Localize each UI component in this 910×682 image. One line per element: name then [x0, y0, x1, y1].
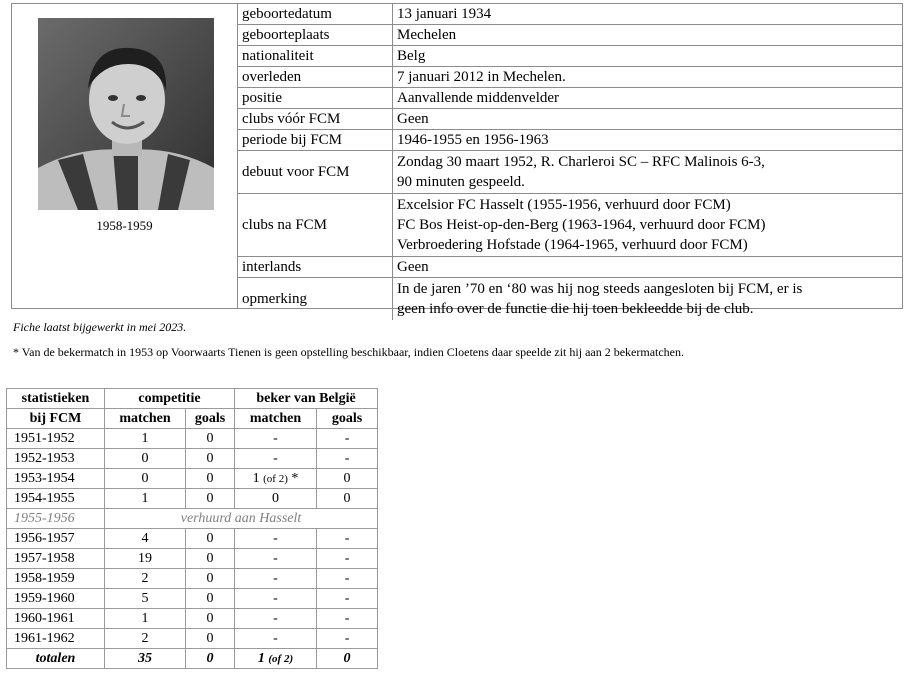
- stats-beker-goals: -: [317, 609, 378, 629]
- stats-loan-note: verhuurd aan Hasselt: [105, 509, 378, 529]
- info-label: nationaliteit: [238, 46, 393, 67]
- stats-totals-comp-goals: 0: [186, 649, 235, 669]
- stats-comp-goals: 0: [186, 489, 235, 509]
- stats-beker-goals: -: [317, 589, 378, 609]
- stats-season: 1960-1961: [7, 609, 105, 629]
- info-row: [238, 67, 902, 88]
- stats-row: [7, 609, 378, 629]
- info-value: [393, 25, 903, 46]
- photo-caption: 1958-1959: [96, 218, 153, 233]
- stats-beker-matchen: [235, 629, 317, 649]
- player-photo: [38, 18, 214, 210]
- stats-row: [7, 509, 378, 529]
- stats-totals-comp-matchen: 35: [105, 649, 186, 669]
- stats-row: [7, 629, 378, 649]
- stats-comp-goals: 0: [186, 569, 235, 589]
- info-value-line: geen info over de functie die hij toen bekleedde bij de club.: [397, 301, 754, 317]
- stats-season: 1957-1958: [7, 549, 105, 569]
- info-label: overleden: [238, 67, 393, 88]
- stats-beker-matchen: [235, 549, 317, 569]
- stats-season: 1951-1952: [7, 429, 105, 449]
- stats-comp-matchen: 0: [105, 469, 186, 489]
- stats-totals-row: [7, 649, 378, 669]
- info-value-line: 7 januari 2012 in Mechelen.: [397, 69, 566, 85]
- stats-beker-matchen: [235, 449, 317, 469]
- stats-comp-goals: 0: [186, 429, 235, 449]
- stats-header-beker: beker van België: [235, 389, 378, 409]
- stats-beker-matchen: [235, 469, 317, 489]
- stats-comp-matchen: 4: [105, 529, 186, 549]
- stats-header-beker-matchen: matchen: [235, 409, 317, 429]
- stats-season: 1952-1953: [7, 449, 105, 469]
- info-row: [238, 4, 902, 25]
- beker-matchen-value: 1: [252, 470, 260, 486]
- info-value: [393, 130, 903, 151]
- stats-beker-goals: -: [317, 629, 378, 649]
- info-value-line: Zondag 30 maart 1952, R. Charleroi SC – RFC Malinois 6-3,: [397, 154, 765, 170]
- info-value: [393, 46, 903, 67]
- stats-header-label-1: statistieken: [7, 389, 105, 409]
- stats-comp-goals: 0: [186, 529, 235, 549]
- info-value: [393, 109, 903, 130]
- info-value-line: 90 minuten gespeeld.: [397, 174, 525, 190]
- stats-season: 1953-1954: [7, 469, 105, 489]
- info-value: [393, 257, 903, 278]
- stats-beker-matchen: [235, 529, 317, 549]
- stats-season: 1956-1957: [7, 529, 105, 549]
- info-row: [238, 257, 902, 278]
- beker-matchen-value: -: [273, 570, 278, 586]
- stats-beker-goals: -: [317, 549, 378, 569]
- player-card: [11, 3, 903, 317]
- player-portrait-image: [38, 18, 214, 210]
- beker-matchen-star: *: [287, 470, 299, 486]
- info-value: [393, 151, 903, 194]
- stats-header-comp-goals: goals: [186, 409, 235, 429]
- totals-beker-matchen-extra: (of 2): [268, 652, 294, 665]
- info-value-line: 13 januari 1934: [397, 6, 492, 22]
- last-updated-note: Fiche laatst bijgewerkt in mei 2023.: [13, 320, 187, 334]
- info-label: periode bij FCM: [238, 130, 393, 151]
- stats-season: 1955-1956: [7, 509, 105, 529]
- stats-comp-goals: 0: [186, 549, 235, 569]
- stats-table: [6, 388, 378, 669]
- info-value: [393, 194, 903, 257]
- info-row: [238, 88, 902, 109]
- stats-comp-matchen: 19: [105, 549, 186, 569]
- info-value: [393, 67, 903, 88]
- player-info-table: [238, 4, 902, 320]
- beker-matchen-value: -: [273, 450, 278, 466]
- stats-header-competitie: competitie: [105, 389, 235, 409]
- stats-comp-matchen: 1: [105, 609, 186, 629]
- stats-comp-matchen: 2: [105, 629, 186, 649]
- stats-row: [7, 569, 378, 589]
- stats-beker-matchen: [235, 569, 317, 589]
- beker-matchen-value: -: [273, 530, 278, 546]
- stats-row: [7, 589, 378, 609]
- stats-row: [7, 529, 378, 549]
- info-label: geboortedatum: [238, 4, 393, 25]
- stats-beker-matchen: [235, 429, 317, 449]
- stats-beker-goals: -: [317, 429, 378, 449]
- beker-matchen-value: -: [273, 590, 278, 606]
- stats-beker-goals: -: [317, 529, 378, 549]
- stats-comp-goals: 0: [186, 589, 235, 609]
- stats-row: [7, 489, 378, 509]
- stats-beker-goals: -: [317, 449, 378, 469]
- stats-season: 1954-1955: [7, 489, 105, 509]
- info-value-line: FC Bos Heist-op-den-Berg (1963-1964, verhuurd door FCM): [397, 217, 766, 233]
- stats-beker-goals: -: [317, 569, 378, 589]
- stats-row: [7, 449, 378, 469]
- stats-comp-goals: 0: [186, 469, 235, 489]
- info-row: [238, 46, 902, 67]
- stats-header-beker-goals: goals: [317, 409, 378, 429]
- info-value-line: Verbroedering Hofstade (1964-1965, verhuurd door FCM): [397, 237, 748, 253]
- beker-matchen-value: 0: [272, 490, 280, 506]
- stats-comp-matchen: 2: [105, 569, 186, 589]
- info-row: [238, 109, 902, 130]
- info-label: debuut voor FCM: [238, 151, 393, 194]
- beker-matchen-value: -: [273, 550, 278, 566]
- info-value-line: 1946-1955 en 1956-1963: [397, 132, 549, 148]
- info-value: [393, 88, 903, 109]
- info-value-line: In de jaren ’70 en ‘80 was hij nog steeds aangesloten bij FCM, er is: [397, 281, 803, 297]
- info-row: [238, 151, 902, 194]
- footnote: * Van de bekermatch in 1953 op Voorwaarts Tienen is geen opstelling beschikbaar, indien Cloetens daar speelde zit hij aan 2 bekermatchen.: [13, 345, 685, 359]
- stats-totals-beker-matchen: [235, 649, 317, 669]
- info-value: [393, 4, 903, 25]
- info-value-line: Excelsior FC Hasselt (1955-1956, verhuurd door FCM): [397, 197, 731, 213]
- stats-beker-matchen: [235, 589, 317, 609]
- stats-comp-matchen: 1: [105, 489, 186, 509]
- totals-beker-matchen-value: 1: [257, 650, 265, 666]
- info-value-line: Geen: [397, 111, 429, 127]
- stats-season: 1959-1960: [7, 589, 105, 609]
- stats-comp-matchen: 0: [105, 449, 186, 469]
- stats-totals-beker-goals: 0: [317, 649, 378, 669]
- info-label: opmerking: [238, 278, 393, 321]
- info-row: [238, 194, 902, 257]
- info-label: geboorteplaats: [238, 25, 393, 46]
- stats-season: 1958-1959: [7, 569, 105, 589]
- stats-comp-goals: 0: [186, 609, 235, 629]
- stats-beker-matchen: [235, 609, 317, 629]
- info-label: interlands: [238, 257, 393, 278]
- info-value-line: Belg: [397, 48, 426, 64]
- info-row: [238, 130, 902, 151]
- beker-matchen-extra: (of 2): [263, 472, 288, 485]
- info-value-line: Mechelen: [397, 27, 457, 43]
- info-label: clubs vóór FCM: [238, 109, 393, 130]
- stats-comp-matchen: 1: [105, 429, 186, 449]
- stats-beker-goals: 0: [317, 489, 378, 509]
- stats-row: [7, 429, 378, 449]
- photo-cell: [12, 4, 238, 308]
- stats-comp-goals: 0: [186, 449, 235, 469]
- info-label: clubs na FCM: [238, 194, 393, 257]
- stats-totals-label: totalen: [7, 649, 105, 669]
- beker-matchen-value: -: [273, 630, 278, 646]
- beker-matchen-value: -: [273, 610, 278, 626]
- stats-comp-matchen: 5: [105, 589, 186, 609]
- info-value-line: Aanvallende middenvelder: [397, 90, 560, 106]
- stats-header-label-2: bij FCM: [7, 409, 105, 429]
- info-value: [393, 278, 903, 321]
- info-row: [238, 25, 902, 46]
- info-value-line: Geen: [397, 259, 429, 275]
- stats-season: 1961-1962: [7, 629, 105, 649]
- stats-row: [7, 469, 378, 489]
- beker-matchen-value: -: [273, 430, 278, 446]
- stats-header-comp-matchen: matchen: [105, 409, 186, 429]
- stats-beker-matchen: [235, 489, 317, 509]
- info-row: [238, 278, 902, 321]
- stats-comp-goals: 0: [186, 629, 235, 649]
- stats-beker-goals: 0: [317, 469, 378, 489]
- info-label: positie: [238, 88, 393, 109]
- stats-row: [7, 549, 378, 569]
